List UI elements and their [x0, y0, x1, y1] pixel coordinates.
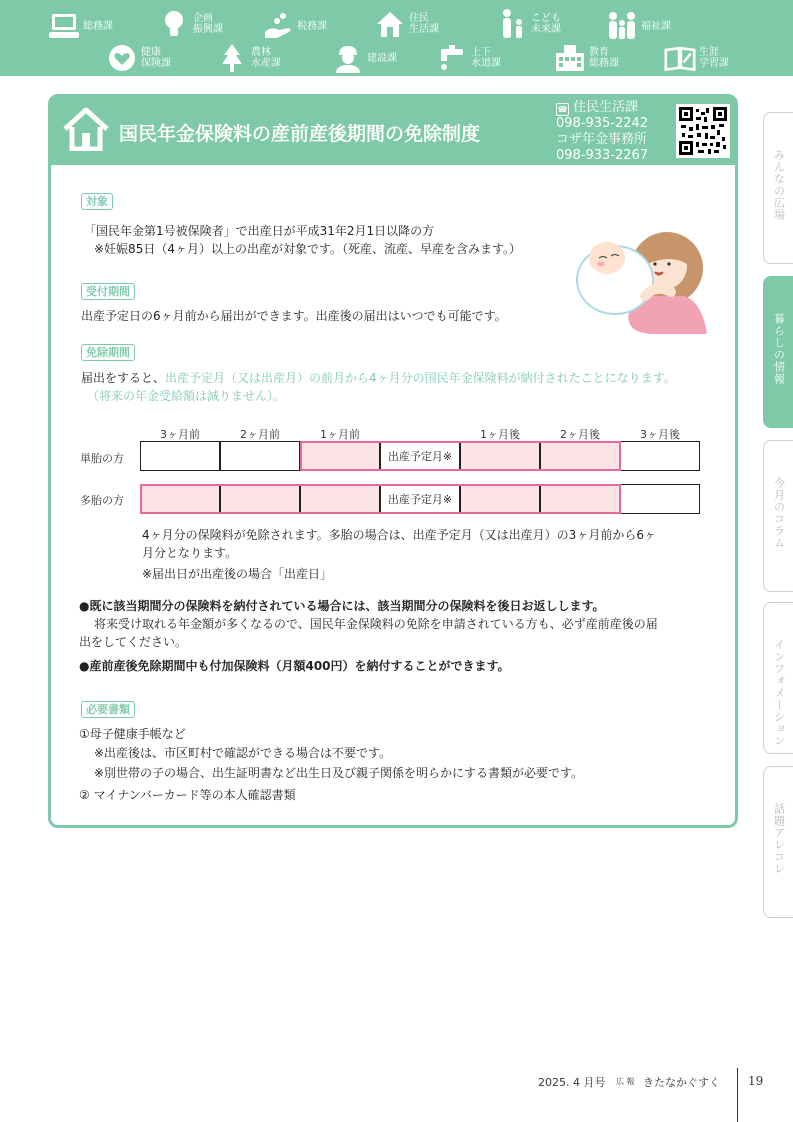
- heart-hands-icon: [106, 42, 138, 74]
- phone-icon: ☎: [557, 105, 568, 114]
- tag-documents: 必要書類: [81, 701, 135, 718]
- lightbulb-icon: [158, 8, 190, 40]
- note-1: 4ヶ月分の保険料が免除されます。多胎の場合は、出産予定月（又は出産月）の3ヶ月前から6ヶ: [142, 528, 656, 542]
- article-header: [51, 97, 735, 165]
- document-item-2: ② マイナンバーカード等の本人確認書類: [79, 788, 296, 802]
- exemption-lead: 届出をすると、: [81, 371, 166, 385]
- dept-label: 生涯 学習課: [699, 47, 729, 69]
- side-tab-kurashi[interactable]: [763, 276, 793, 428]
- footer-divider: [737, 1068, 738, 1122]
- tree-icon: [216, 42, 248, 74]
- table-cell: [140, 441, 220, 471]
- department-header: [0, 0, 793, 76]
- footer-publication-prefix: 広 報: [616, 1077, 635, 1086]
- dept-juumin[interactable]: [374, 8, 439, 40]
- bullet-additional-premium: ●産前産後免除期間中も付加保険料（月額400円）を納付することができます。: [79, 659, 510, 673]
- contact-info: [556, 100, 648, 164]
- dept-nourin[interactable]: [216, 42, 281, 74]
- page-number: 19: [748, 1074, 764, 1088]
- side-tab-label: 暮らしの情報: [772, 313, 786, 385]
- article-title: 国民年金保険料の産前産後期間の免除制度: [119, 123, 481, 145]
- note-3: ※届出日が出産後の場合「出産日」: [142, 567, 333, 581]
- dept-label: 上下 水道課: [471, 47, 501, 69]
- dept-label: 総務課: [83, 20, 113, 32]
- dept-fukushi[interactable]: [606, 10, 671, 42]
- bullet-refund-sub-2: 出をしてください。: [79, 635, 188, 649]
- contact-phone-2[interactable]: 098-933-2267: [556, 148, 649, 163]
- contact-phone-1[interactable]: 098-935-2242: [556, 116, 649, 131]
- side-tab-column[interactable]: [763, 440, 793, 592]
- hand-coins-icon: [262, 10, 294, 42]
- family-icon: [606, 10, 638, 42]
- tag-exemption: 免除期間: [81, 344, 135, 361]
- dept-label: 企画 振興課: [193, 13, 223, 35]
- tag-reception: 受付期間: [81, 283, 135, 300]
- col-header: 2ヶ月後: [560, 428, 600, 441]
- exemption-range-multiple: [140, 484, 621, 514]
- document-item-1-note-1: ※出産後は、市区町村で確認ができる場合は不要です。: [94, 746, 392, 760]
- exemption-highlight-1: 出産予定月（又は出産月）の前月から4ヶ月分の国民年金保険料が納付されたことになります。: [165, 371, 676, 385]
- target-line-1: 「国民年金第1号被保険者」で出産日が平成31年2月1日以降の方: [84, 224, 435, 238]
- footer-issue: 2025. 4 月号: [538, 1076, 606, 1089]
- footer-publication: きたなかぐすく: [643, 1076, 720, 1089]
- document-item-1-note-2: ※別世帯の子の場合、出生証明書など出生日及び親子関係を明らかにする書類が必要です。: [94, 766, 584, 780]
- dept-shougai[interactable]: [664, 42, 729, 74]
- dept-label: 建設課: [367, 52, 397, 64]
- school-icon: [554, 42, 586, 74]
- col-header: 1ヶ月前: [320, 428, 360, 441]
- dept-label: 税務課: [297, 20, 327, 32]
- due-month-cell: 出産予定月※: [380, 484, 460, 514]
- bullet-refund: ●既に該当期間分の保険料を納付されている場合には、該当期間分の保険料を後日お返しします。: [79, 599, 605, 613]
- contact-dept: 住民生活課: [573, 100, 639, 115]
- table-cell: [620, 441, 700, 471]
- dept-kenkou[interactable]: [106, 42, 171, 74]
- side-tab-label: みんなの広場: [772, 149, 786, 221]
- document-item-1: ①母子健康手帳など: [79, 727, 186, 741]
- dept-label: 住民 生活課: [409, 13, 439, 35]
- exemption-line: [81, 370, 676, 386]
- col-header: 3ヶ月後: [640, 428, 680, 441]
- tag-target: 対象: [81, 193, 113, 210]
- col-header: 1ヶ月後: [480, 428, 520, 441]
- dept-zeimu[interactable]: [262, 10, 327, 42]
- dept-kyouiku[interactable]: [554, 42, 619, 74]
- side-tab-minna[interactable]: [763, 112, 793, 264]
- dept-label: 教育 総務課: [589, 47, 619, 69]
- side-tab-wadai[interactable]: [763, 766, 793, 918]
- worker-helmet-icon: [332, 42, 364, 74]
- house-icon: [374, 8, 406, 40]
- exemption-range-single: [300, 441, 621, 471]
- bullet-refund-sub-1: 将来受け取れる年金額が多くなるので、国民年金保険料の免除を申請されている方も、必ず産前産後の届: [94, 617, 658, 631]
- mother-baby-illustration: [575, 224, 709, 334]
- side-tab-label: 今月のコラム: [772, 477, 786, 549]
- col-header: 2ヶ月前: [240, 428, 280, 441]
- target-line-2: ※妊娠85日（4ヶ月）以上の出産が対象です。（死産、流産、早産を含みます。）: [94, 242, 522, 256]
- side-tab-label: 話題アレコレ: [772, 803, 786, 875]
- reception-line-1: 出産予定日の6ヶ月前から届出ができます。出産後の届出はいつでも可能です。: [81, 309, 507, 323]
- dept-label: 健康 保険課: [141, 47, 171, 69]
- col-header: 3ヶ月前: [160, 428, 200, 441]
- dept-kensetsu[interactable]: [332, 42, 397, 74]
- dept-label: こども 未来課: [531, 13, 561, 35]
- table-cell: [620, 484, 700, 514]
- house-icon: [63, 107, 109, 155]
- row-label-single: 単胎の方: [80, 452, 124, 465]
- dept-soumu[interactable]: [48, 10, 113, 42]
- table-cell: [220, 441, 300, 471]
- note-2: 月分となります。: [142, 546, 238, 560]
- qr-code[interactable]: [676, 104, 730, 158]
- dept-label: 福祉課: [641, 20, 671, 32]
- row-label-multiple: 多胎の方: [80, 494, 124, 507]
- exemption-highlight-2: （将来の年金受給額は減りません）。: [87, 389, 286, 403]
- parent-child-icon: [496, 8, 528, 40]
- computer-icon: [48, 10, 80, 42]
- open-book-icon: [664, 42, 696, 74]
- dept-kodomo[interactable]: [496, 8, 561, 40]
- dept-kikaku[interactable]: [158, 8, 223, 40]
- side-tab-label: インフォメーション: [772, 639, 786, 747]
- contact-office: コザ年金事務所: [556, 132, 648, 147]
- faucet-icon: [436, 42, 468, 74]
- dept-label: 農林 水産課: [251, 47, 281, 69]
- dept-suidou[interactable]: [436, 42, 501, 74]
- article-card: [48, 94, 738, 828]
- side-tab-information[interactable]: [763, 602, 793, 754]
- due-month-cell: 出産予定月※: [380, 441, 460, 471]
